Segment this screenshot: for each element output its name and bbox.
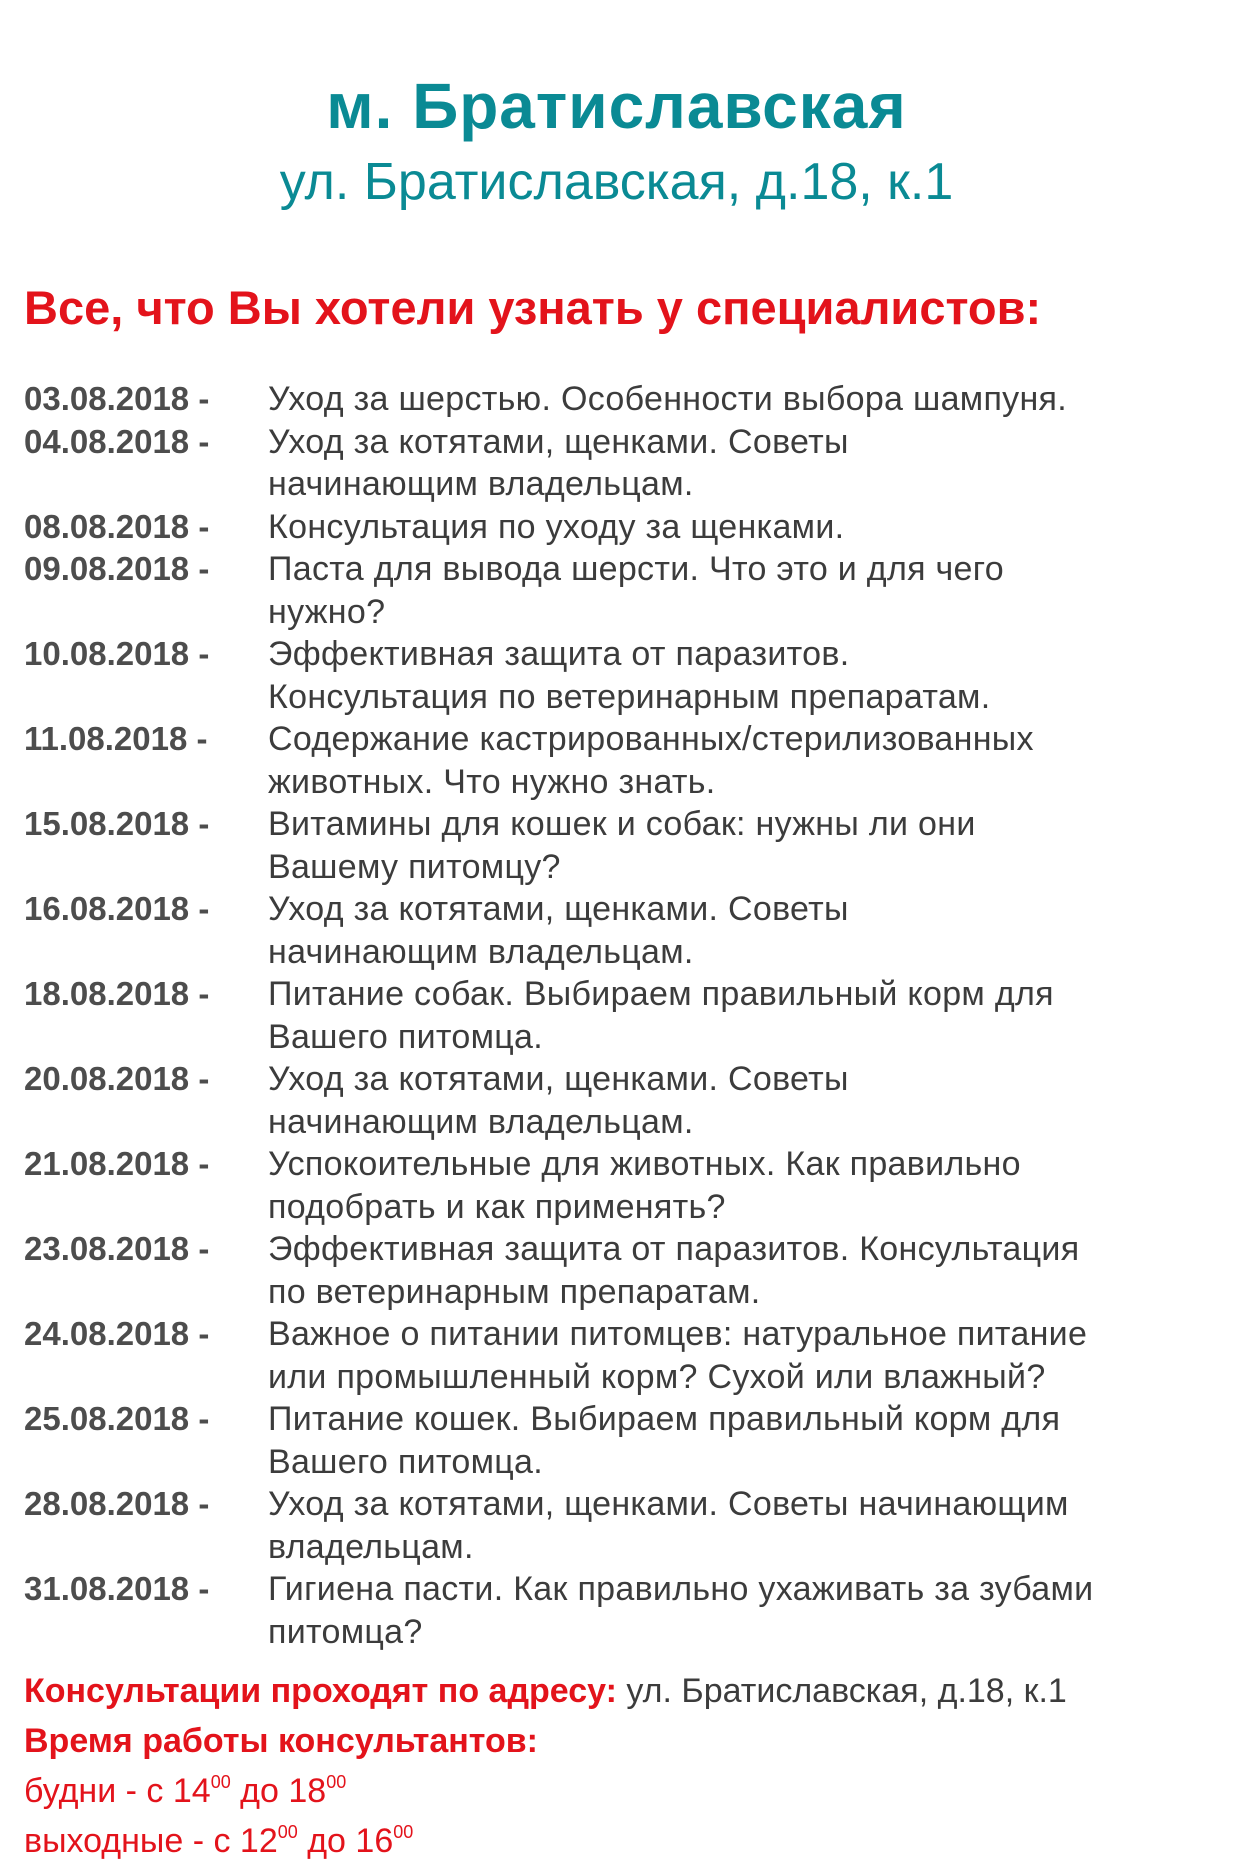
schedule-row	[24, 1568, 1224, 1653]
schedule-topic-line: Консультация по ветеринарным препаратам.	[268, 677, 991, 716]
schedule-topic	[268, 421, 1224, 506]
schedule-date: 03.08.2018 -	[24, 380, 210, 417]
schedule-date: 25.08.2018 -	[24, 1400, 210, 1437]
schedule-row	[24, 718, 1224, 803]
schedule-topic-line: Эффективная защита от паразитов. Консультация	[268, 1230, 1080, 1268]
schedule-topic-line: Уход за котятами, щенками. Советы	[268, 1060, 849, 1098]
schedule-topic-line: владельцам.	[268, 1527, 474, 1566]
schedule-headline: Все, что Вы хотели узнать у специалистов:	[24, 281, 1042, 334]
header-address: ул. Братиславская, д.18, к.1	[279, 153, 954, 211]
schedule-topic-line: начинающим владельцам.	[268, 465, 694, 503]
schedule-topic-line: начинающим владельцам.	[268, 1102, 694, 1141]
weekend-from-minutes: 00	[277, 1822, 298, 1842]
schedule-row	[24, 1398, 1224, 1483]
schedule-topic-line: Уход за котятами, щенками. Советы начинающим	[268, 1485, 1069, 1523]
schedule-topic	[268, 1398, 1224, 1483]
schedule-topic	[268, 548, 1224, 633]
schedule-date: 18.08.2018 -	[24, 975, 210, 1012]
footer-address-value: ул. Братиславская, д.18, к.1	[626, 1672, 1067, 1710]
schedule-topic	[268, 718, 1224, 803]
schedule-row	[24, 888, 1224, 973]
schedule-topic	[268, 1568, 1224, 1653]
schedule-topic-line: Эффективная защита от паразитов.	[268, 635, 850, 673]
metro-station-title: м. Братиславская	[326, 70, 907, 142]
weekday-to-minutes: 00	[326, 1772, 347, 1792]
schedule-date: 23.08.2018 -	[24, 1230, 210, 1267]
schedule-topic-line: питомца?	[268, 1612, 423, 1651]
schedule-date: 09.08.2018 -	[24, 550, 210, 587]
schedule-row	[24, 421, 1224, 506]
schedule-topic-line: начинающим владельцам.	[268, 932, 694, 971]
schedule-topic-line: Содержание кастрированных/стерилизованных	[268, 720, 1034, 758]
schedule-topic-line: Успокоительные для животных. Как правильно	[268, 1145, 1021, 1183]
schedule-row	[24, 633, 1224, 718]
schedule-topic-line: Питание собак. Выбираем правильный корм для	[268, 975, 1054, 1013]
footer-address-line	[24, 1666, 1224, 1716]
schedule-topic-line: Витамины для кошек и собак: нужны ли они	[268, 805, 976, 843]
weekend-hours	[24, 1816, 1224, 1866]
schedule-date: 08.08.2018 -	[24, 507, 210, 545]
footer-address-label: Консультации проходят по адресу:	[24, 1672, 617, 1710]
schedule-topic-line: Консультация по уходу за щенками.	[268, 507, 845, 546]
schedule-topic	[268, 1058, 1224, 1143]
weekday-hours-prefix: будни - с 14	[24, 1772, 211, 1810]
schedule-topic	[268, 378, 1224, 421]
schedule-topic-line: по ветеринарным препаратам.	[268, 1272, 761, 1311]
schedule-topic-line: подобрать и как применять?	[268, 1187, 726, 1226]
schedule-topic-line: Паста для вывода шерсти. Что это и для чего	[268, 550, 1004, 588]
schedule-date: 31.08.2018 -	[24, 1570, 210, 1607]
schedule-date: 20.08.2018 -	[24, 1060, 210, 1097]
schedule-topic	[268, 973, 1224, 1058]
weekday-hours-middle: до 18	[230, 1772, 327, 1810]
schedule-topic	[268, 1143, 1224, 1228]
schedule-row	[24, 1228, 1224, 1313]
schedule-topic-line: или промышленный корм? Сухой или влажный?	[268, 1357, 1046, 1396]
schedule-date: 11.08.2018 -	[24, 720, 208, 757]
schedule-topic	[268, 1313, 1224, 1398]
schedule-topic-line: Гигиена пасти. Как правильно ухаживать за зубами	[268, 1570, 1094, 1608]
weekend-hours-middle: до 16	[297, 1822, 394, 1860]
schedule-topic-line: Вашего питомца.	[268, 1017, 543, 1056]
schedule-topic	[268, 1483, 1224, 1568]
schedule-row	[24, 506, 1224, 549]
weekday-hours	[24, 1766, 1224, 1816]
weekend-to-minutes: 00	[393, 1822, 414, 1842]
schedule-topic	[268, 633, 1224, 718]
schedule-topic-line: нужно?	[268, 592, 386, 631]
schedule-row	[24, 973, 1224, 1058]
schedule-row	[24, 548, 1224, 633]
schedule-topic	[268, 888, 1224, 973]
schedule-row	[24, 1143, 1224, 1228]
schedule-topic-line: Уход за котятами, щенками. Советы	[268, 422, 849, 461]
schedule-topic-line: Вашего питомца.	[268, 1442, 543, 1481]
schedule-topic-line: животных. Что нужно знать.	[268, 762, 716, 801]
weekday-from-minutes: 00	[210, 1772, 231, 1792]
schedule-topic	[268, 506, 1224, 549]
footer-hours-label: Время работы консультантов:	[24, 1722, 539, 1760]
schedule-date: 28.08.2018 -	[24, 1485, 210, 1522]
weekend-hours-prefix: выходные - с 12	[24, 1822, 278, 1860]
schedule-row	[24, 803, 1224, 888]
schedule-date: 16.08.2018 -	[24, 890, 210, 927]
schedule-row	[24, 1313, 1224, 1398]
schedule-topic	[268, 1228, 1224, 1313]
schedule-topic	[268, 803, 1224, 888]
schedule-row	[24, 1483, 1224, 1568]
schedule-date: 04.08.2018 -	[24, 422, 210, 460]
schedule-date: 10.08.2018 -	[24, 635, 210, 672]
header	[0, 66, 1233, 214]
schedule-topic-line: Питание кошек. Выбираем правильный корм для	[268, 1400, 1061, 1438]
schedule-date: 21.08.2018 -	[24, 1145, 210, 1182]
schedule-list	[24, 378, 1224, 1653]
schedule-row	[24, 1058, 1224, 1143]
schedule-topic-line: Важное о питании питомцев: натуральное питание	[268, 1315, 1088, 1353]
schedule-topic-line: Вашему питомцу?	[268, 847, 561, 886]
schedule-topic-line: Уход за котятами, щенками. Советы	[268, 890, 849, 928]
schedule-topic-line: Уход за шерстью. Особенности выбора шампуня.	[268, 380, 1068, 418]
schedule-date: 24.08.2018 -	[24, 1315, 210, 1352]
schedule-date: 15.08.2018 -	[24, 805, 210, 842]
footer	[24, 1666, 1224, 1866]
schedule-row	[24, 378, 1224, 421]
